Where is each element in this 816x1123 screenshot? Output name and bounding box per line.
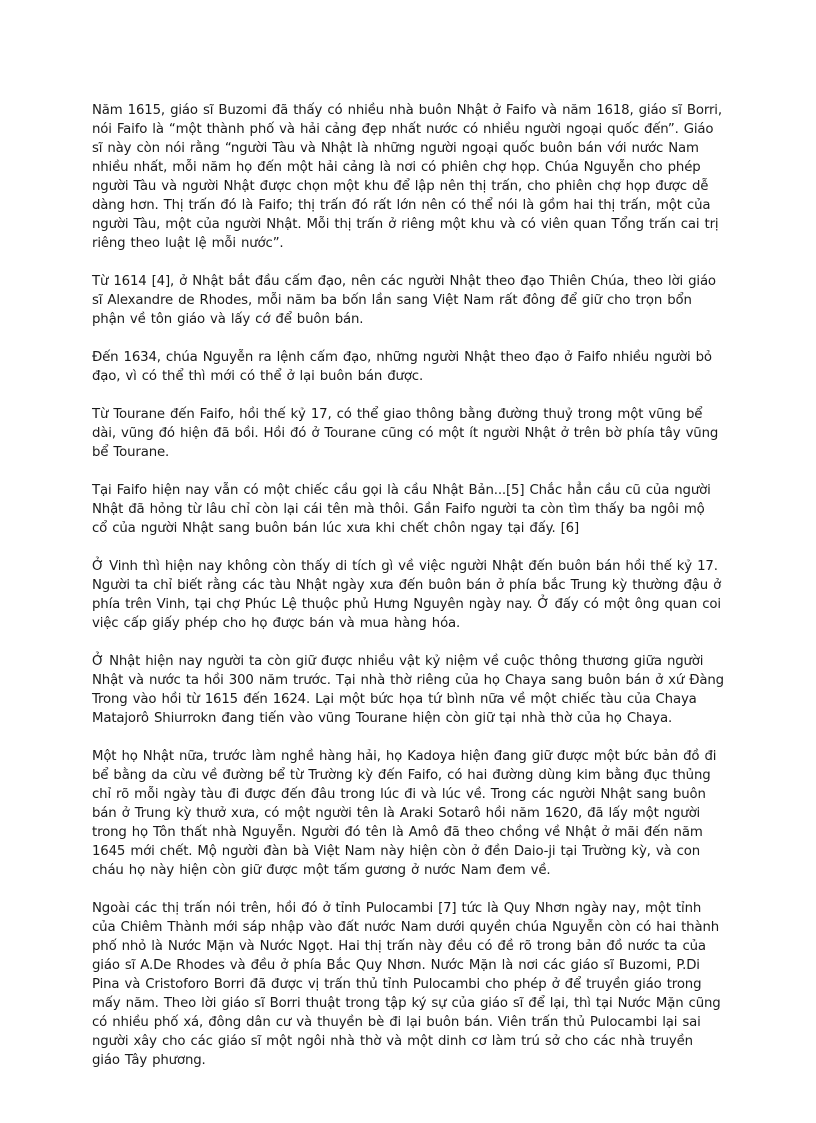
paragraph: Tại Faifo hiện nay vẫn có một chiếc cầu gọi là cầu Nhật Bản...[5] Chắc hẳn cầu cũ của người Nhật đã hỏng từ lâu chỉ còn lại cái tên mà thôi. Gần Faifo người ta còn tìm thấy ba ngôi mộ cổ của người Nhật sang buôn bán lúc xưa khi chết chôn ngay tại đấy. [6] bbox=[92, 483, 711, 536]
paragraph: Đến 1634, chúa Nguyễn ra lệnh cấm đạo, những người Nhật theo đạo ở Faifo nhiều người bỏ đạo, vì có thể thì mới có thể ở lại buôn bán được. bbox=[92, 350, 712, 384]
paragraph: Năm 1615, giáo sĩ Buzomi đã thấy có nhiều nhà buôn Nhật ở Faifo và năm 1618, giáo sĩ Borri, nói Faifo là “một thành phố và hải cảng đẹp nhất nước có nhiều người ngoại quốc đến”. Giáo sĩ này còn nói rằng “người Tàu và Nhật là những người ngoại quốc buôn bán với nước Nam nhiều nhất, mỗi năm họ đến một hải cảng là nơi có phiên chợ họp. Chúa Nguyễn cho phép người Tàu và người Nhật được chọn một khu để lập nên thị trấn, cho phiên chợ họp được dễ dàng hơn. Thị trấn đó là Faifo; thị trấn đó rất lớn nên có thể nói là gồm hai thị trấn, một của người Tàu, một của người Nhật. Mỗi thị trấn ở riêng một khu và có viên quan Tổng trấn cai trị riêng theo luật lệ mỗi nước”. bbox=[92, 103, 722, 251]
document-page bbox=[92, 101, 724, 1089]
paragraph: Từ 1614 [4], ở Nhật bắt đầu cấm đạo, nên các người Nhật theo đạo Thiên Chúa, theo lời giáo sĩ Alexandre de Rhodes, mỗi năm ba bốn lần sang Việt Nam rất đông để giữ cho trọn bổn phận về tôn giáo và lấy cớ để buôn bán. bbox=[92, 274, 716, 327]
paragraph: Từ Tourane đến Faifo, hồi thế kỷ 17, có thể giao thông bằng đường thuỷ trong một vũng bể dài, vũng đó hiện đã bồi. Hồi đó ở Tourane cũng có một ít người Nhật ở trên bờ phía tây vũng bể Tourane. bbox=[92, 407, 719, 460]
paragraph: Ngoài các thị trấn nói trên, hồi đó ở tỉnh Pulocambi [7] tức là Quy Nhơn ngày nay, một tỉnh của Chiêm Thành mới sáp nhập vào đất nước Nam dưới quyền chúa Nguyễn còn có hai thành phố nhỏ là Nước Mặn và Nước Ngọt. Hai thị trấn này đều có đề rõ trong bản đồ nước ta của giáo sĩ A.De Rhodes và đều ở phía Bắc Quy Nhơn. Nước Mặn là nơi các giáo sĩ Buzomi, P.Di Pina và Cristoforo Borri đã được vị trấn thủ tỉnh Pulocambi cho phép ở để truyền giáo trong mấy năm. Theo lời giáo sĩ Borri thuật trong tập ký sự của giáo sĩ để lại, thì tại Nước Mặn cũng có nhiều phố xá, đông dân cư và thuyền bè đi lại buôn bán. Viên trấn thủ Pulocambi lại sai người xây cho các giáo sĩ một ngôi nhà thờ và một dinh cơ làm trú sở cho các nhà truyền giáo Tây phương. bbox=[92, 901, 721, 1068]
paragraph: Ở Nhật hiện nay người ta còn giữ được nhiều vật kỷ niệm về cuộc thông thương giữa người Nhật và nước ta hồi 300 năm trước. Tại nhà thờ riêng của họ Chaya sang buôn bán ở xứ Đàng Trong vào hồi từ 1615 đến 1624. Lại một bức họa tứ bình nữa về một chiếc tàu của Chaya Matajorô Shiurrokn đang tiến vào vũng Tourane hiện còn giữ tại nhà thờ của họ Chaya. bbox=[92, 654, 724, 726]
paragraph: Ở Vinh thì hiện nay không còn thấy di tích gì về việc người Nhật đến buôn bán hồi thế kỷ 17. Người ta chỉ biết rằng các tàu Nhật ngày xưa đến buôn bán ở phía bắc Trung kỳ thường đậu ở phía trên Vinh, tại chợ Phúc Lệ thuộc phủ Hưng Nguyên ngày nay. Ở đấy có một ông quan coi việc cấp giấy phép cho họ được bán và mua hàng hóa. bbox=[92, 559, 722, 631]
paragraph: Một họ Nhật nữa, trước làm nghề hàng hải, họ Kadoya hiện đang giữ được một bức bản đồ đi bể bằng da cừu về đường bể từ Trường kỳ đến Faifo, có hai đường dùng kim bằng đục thủng chỉ rõ mỗi ngày tàu đi được đến đâu trong lúc đi và lúc về. Trong các người Nhật sang buôn bán ở Trung kỳ thưở xưa, có một người tên là Araki Sotarô hồi năm 1620, đã lấy một người trong họ Tôn thất nhà Nguyễn. Người đó tên là Amô đã theo chồng về Nhật ở mãi đến năm 1645 mới chết. Mộ người đàn bà Việt Nam này hiện còn ở đền Daio-ji tại Trường kỳ, và con cháu họ này hiện còn giữ được một tấm gương ở nước Nam đem về. bbox=[92, 749, 717, 878]
